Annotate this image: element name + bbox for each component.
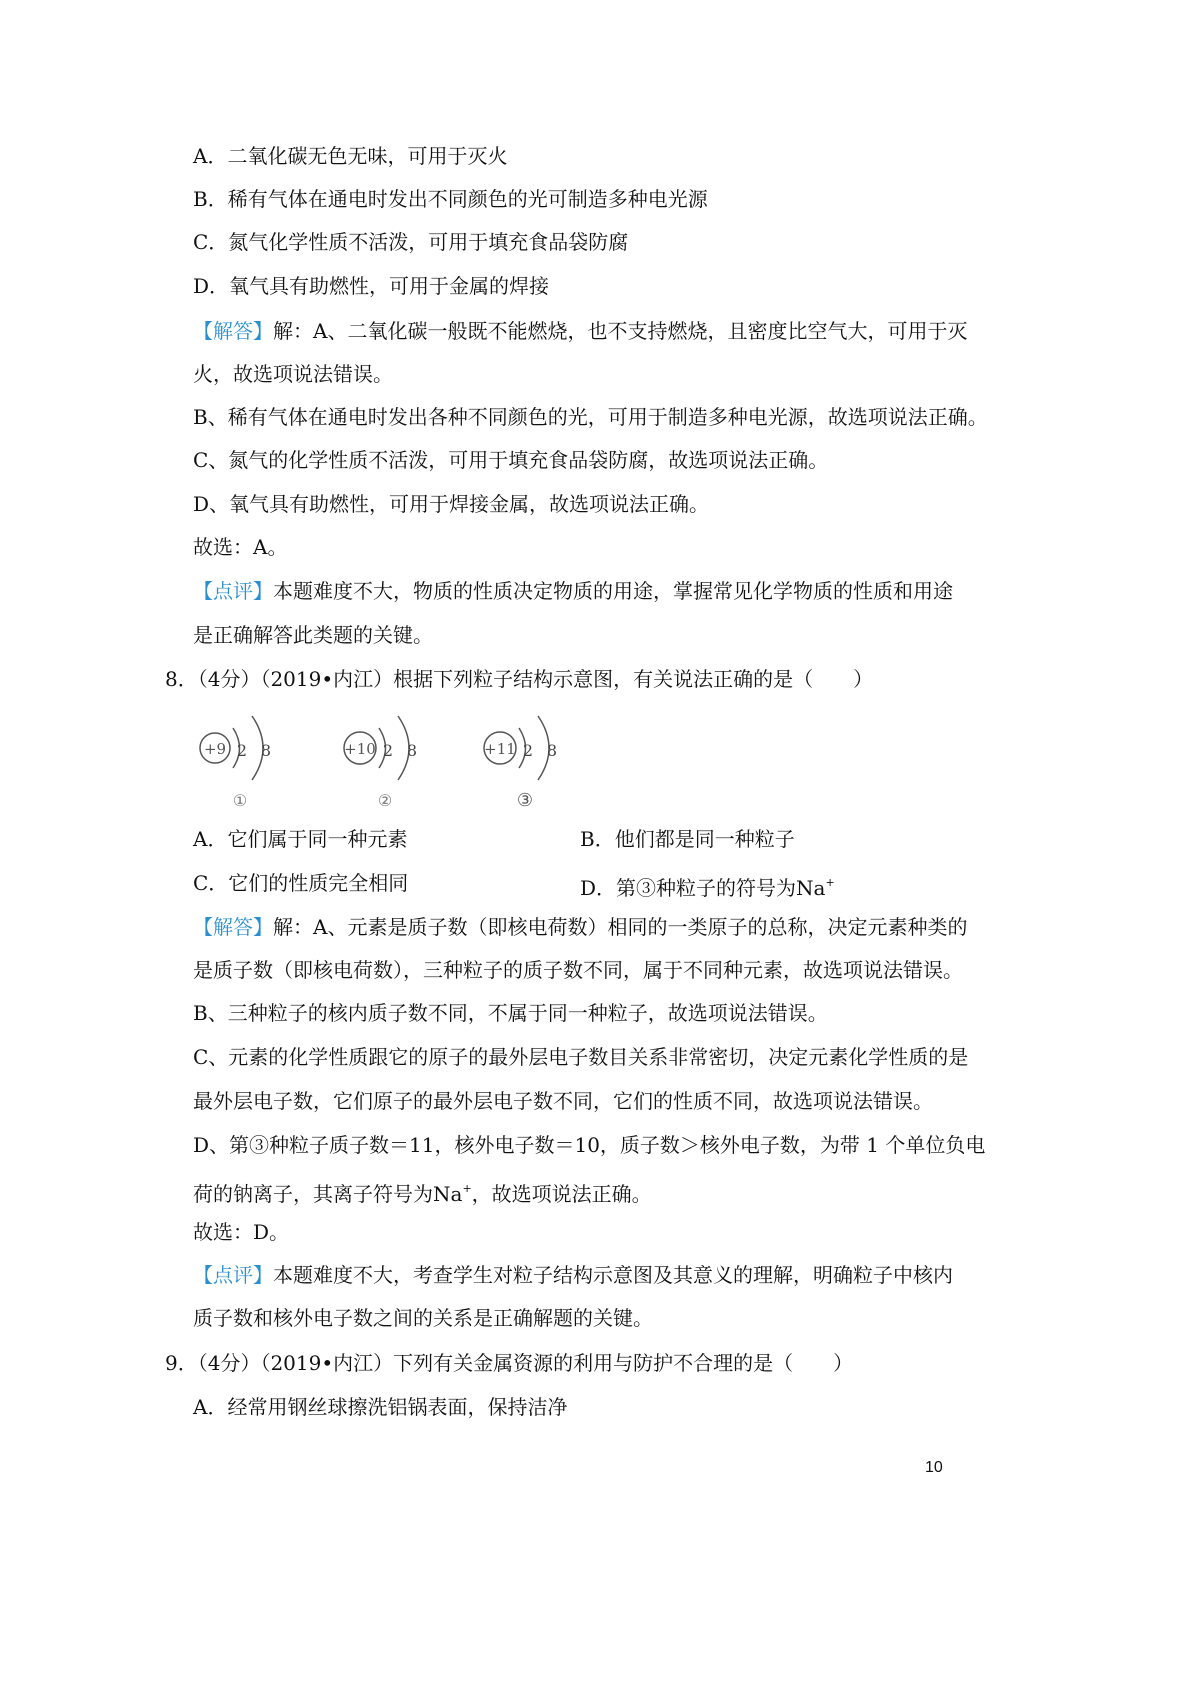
diagram-label: ③ — [516, 790, 534, 811]
shell-2-electrons: 8 — [406, 741, 418, 760]
q8-option-d — [580, 870, 835, 901]
q8-option-a: A．它们属于同一种元素 — [193, 827, 408, 851]
q8-answer-line-7-a: 荷的钠离子，其离子符号为Na — [193, 1182, 463, 1206]
shell-2-electrons: 8 — [260, 741, 272, 760]
q8-answer-line-4: C、元素的化学性质跟它的原子的最外层电子数目关系非常密切，决定元素化学性质的是 — [193, 1045, 969, 1069]
q7-answer-line-3: B、稀有气体在通电时发出各种不同颜色的光，可用于制造多种电光源，故选项说法正确。 — [193, 405, 988, 429]
q8-answer-line-3: B、三种粒子的核内质子数不同，不属于同一种粒子，故选项说法错误。 — [193, 1001, 828, 1025]
shell-1-electrons: 2 — [236, 741, 248, 760]
nucleus-charge: +11 — [484, 740, 516, 758]
page-number: 10 — [925, 1459, 943, 1476]
q9-option-a: A．经常用钢丝球擦洗铝锅表面，保持洁净 — [193, 1395, 568, 1419]
particle-diagram-2 — [335, 708, 455, 818]
q7-answer-line-2: 火，故选项说法错误。 — [193, 362, 393, 386]
q8-comment-line-1 — [193, 1262, 953, 1288]
q8-answer-line-2: 是质子数（即核电荷数），三种粒子的质子数不同，属于不同种元素，故选项说法错误。 — [193, 958, 963, 982]
shell-1-electrons: 2 — [522, 741, 534, 760]
q8-comment-line-2: 质子数和核外电子数之间的关系是正确解题的关键。 — [193, 1306, 653, 1330]
comment-text: 本题难度不大，物质的性质决定物质的用途，掌握常见化学物质的性质和用途 — [273, 579, 953, 603]
q8-option-d-text: D．第③种粒子的符号为Na — [580, 876, 826, 900]
diagram-label: ② — [377, 791, 393, 810]
shell-2-electrons: 8 — [546, 741, 558, 760]
q8-answer-line-1 — [193, 914, 967, 940]
q7-comment-line-1 — [193, 578, 953, 604]
q8-option-c: C．它们的性质完全相同 — [193, 871, 409, 895]
q7-option-a: A．二氧化碳无色无味，可用于灭火 — [193, 144, 508, 168]
q7-answer-choice: 故选：A。 — [193, 535, 288, 559]
nucleus-charge: +10 — [344, 740, 376, 758]
comment-text: 本题难度不大，考查学生对粒子结构示意图及其意义的理解，明确粒子中核内 — [273, 1263, 953, 1287]
q7-answer-line-4: C、氮气的化学性质不活泼，可用于填充食品袋防腐，故选项说法正确。 — [193, 448, 829, 472]
q8-stem: 8．（4分）（2019•内江）根据下列粒子结构示意图，有关说法正确的是（ ） — [165, 667, 874, 691]
q7-option-c: C．氮气化学性质不活泼，可用于填充食品袋防腐 — [193, 230, 629, 254]
answer-tag: 【解答】 — [193, 319, 273, 343]
q8-answer-line-7 — [193, 1176, 652, 1207]
q8-option-d-charge: + — [825, 876, 835, 889]
q9-stem: 9．（4分）（2019•内江）下列有关金属资源的利用与防护不合理的是（ ） — [165, 1351, 854, 1375]
q8-answer-line-7-b: ，故选项说法正确。 — [471, 1182, 652, 1206]
answer-text: 解：A、元素是质子数（即核电荷数）相同的一类原子的总称，决定元素种类的 — [273, 915, 968, 939]
q7-option-b: B．稀有气体在通电时发出不同颜色的光可制造多种电光源 — [193, 187, 708, 211]
nucleus-charge: +9 — [203, 740, 227, 758]
q8-option-b: B．他们都是同一种粒子 — [580, 827, 795, 851]
q7-answer-line-1 — [193, 318, 967, 344]
q8-answer-line-6: D、第③种粒子质子数＝11，核外电子数＝10，质子数＞核外电子数，为带 1 个单位负电 — [193, 1133, 986, 1157]
shell-1-electrons: 2 — [382, 741, 394, 760]
q8-answer-line-5: 最外层电子数，它们原子的最外层电子数不同，它们的性质不同，故选项说法错误。 — [193, 1089, 933, 1113]
diagram-label: ① — [232, 791, 248, 810]
q7-answer-line-5: D、氧气具有助燃性，可用于焊接金属，故选项说法正确。 — [193, 492, 710, 516]
particle-diagram-1 — [190, 708, 310, 818]
q7-comment-line-2: 是正确解答此类题的关键。 — [193, 623, 433, 647]
answer-tag: 【解答】 — [193, 915, 273, 939]
q8-answer-choice: 故选：D。 — [193, 1220, 290, 1244]
answer-text: 解：A、二氧化碳一般既不能燃烧，也不支持燃烧，且密度比空气大，可用于灭 — [273, 319, 968, 343]
q8-answer-charge: + — [462, 1182, 472, 1195]
comment-tag: 【点评】 — [193, 579, 273, 603]
comment-tag: 【点评】 — [193, 1263, 273, 1287]
particle-diagram-3 — [475, 708, 595, 818]
q7-option-d: D．氧气具有助燃性，可用于金属的焊接 — [193, 274, 550, 298]
